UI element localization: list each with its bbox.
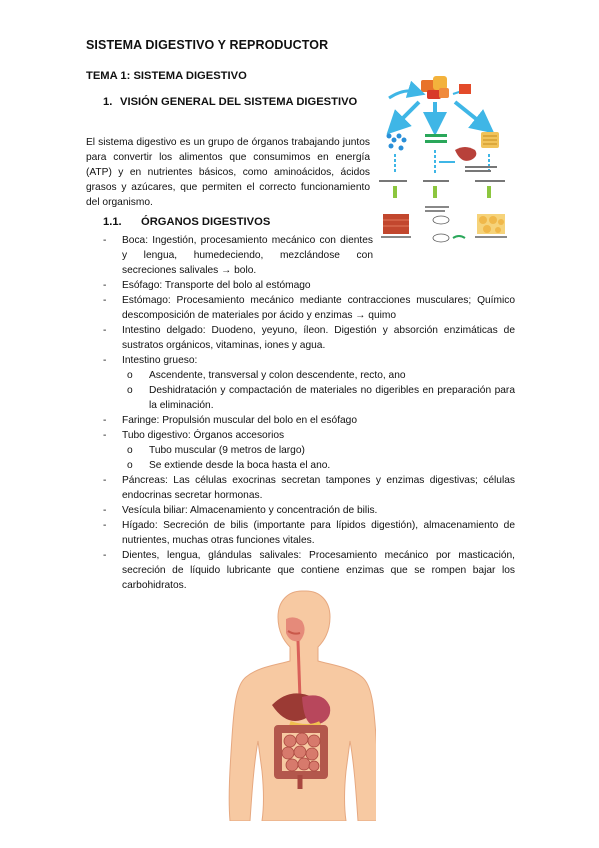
section-title: VISIÓN GENERAL DEL SISTEMA DIGESTIVO xyxy=(120,96,358,108)
list-item-text: Dientes, lengua, glándulas salivales: Procesamiento mecánico por masticación, secreción de líquido lubricante que contiene enzimas que se rompen bajar los carbohidratos. xyxy=(122,550,515,591)
list-item-higado xyxy=(103,518,515,548)
list-item-intestino-grueso xyxy=(103,353,515,368)
list-item-esofago xyxy=(103,278,515,293)
atp-icon xyxy=(433,216,465,242)
sub-bullet: o xyxy=(127,385,133,396)
list-item-text: Páncreas: Las células exocrinas secretan tampones y enzimas digestivas; células endocrinas secretar hormonas. xyxy=(122,475,515,501)
list-dash: - xyxy=(103,475,107,486)
list-dash: - xyxy=(103,280,107,291)
list-item-text: Esófago: Transporte del bolo al estómago xyxy=(122,280,311,291)
carbohydrate-chain-icon xyxy=(425,134,447,143)
section-number: 1. xyxy=(103,96,113,108)
list-item-text: Intestino delgado: Duodeno, yeyuno, íleon. Digestión y absorción enzimáticas de sustratos orgánicos, vitaminas, iones y agua. xyxy=(122,325,515,351)
list-dash: - xyxy=(103,325,107,336)
list-item-text: Hígado: Secreción de bilis (importante para lípidos digestión), almacenamiento de nutrientes, muchas otras funciones vitales. xyxy=(122,520,515,546)
list-item-tubo xyxy=(103,428,515,443)
list-dash: - xyxy=(103,235,107,246)
list-item-text: Boca: Ingestión, procesamiento mecánico con dientes y lengua, humedeciendo, mezclándose con secreciones salivales → bolo. xyxy=(122,235,373,276)
list-item-text: Faringe: Propulsión muscular del bolo en el esófago xyxy=(122,415,358,426)
list-item-dientes xyxy=(103,548,515,593)
sub-bullet: o xyxy=(127,460,133,471)
sub-item-text: Ascendente, transversal y colon descendente, recto, ano xyxy=(149,370,406,381)
muscle-tissue-icon xyxy=(383,214,409,234)
meat-icon xyxy=(459,84,471,94)
adipose-tissue-icon xyxy=(477,214,505,234)
list-item-pancreas xyxy=(103,473,515,503)
list-dash: - xyxy=(103,550,107,561)
digestive-system-illustration xyxy=(228,589,376,821)
subsection-title: ÓRGANOS DIGESTIVOS xyxy=(141,216,271,228)
food-icon xyxy=(421,76,449,99)
list-dash: - xyxy=(103,520,107,531)
lipid-icon xyxy=(481,132,499,148)
small-intestine-icon xyxy=(282,733,320,771)
list-item-text: Tubo digestivo: Órganos accesorios xyxy=(122,430,285,441)
sub-bullet: o xyxy=(127,370,133,381)
list-dash: - xyxy=(103,430,107,441)
sub-item-text: Se extiende desde la boca hasta el ano. xyxy=(149,460,331,471)
list-dash: - xyxy=(103,505,107,516)
sub-item-text: Tubo muscular (9 metros de largo) xyxy=(149,445,305,456)
sub-item xyxy=(103,443,515,458)
head-section-icon xyxy=(286,617,305,641)
sub-bullet: o xyxy=(127,445,133,456)
digestion-metabolism-diagram xyxy=(379,70,521,246)
organ-list xyxy=(103,233,515,593)
esophagus-icon xyxy=(298,641,300,699)
liver-icon xyxy=(455,147,476,161)
tema-heading: TEMA 1: SISTEMA DIGESTIVO xyxy=(86,70,247,82)
sub-item xyxy=(103,368,515,383)
list-dash: - xyxy=(103,415,107,426)
intro-paragraph: El sistema digestivo es un grupo de órganos trabajando juntos para convertir los alimentos que consumimos en energía (ATP) y en nutrientes básicos, como aminoácidos, ácidos grasos y azúcares, que permiten el correcto funcionamiento del organismo. xyxy=(86,137,370,208)
list-item-faringe xyxy=(103,413,515,428)
list-item-estomago xyxy=(103,293,515,323)
sub-item-text: Deshidratación y compactación de materiales no digeribles en preparación para la eliminación. xyxy=(149,385,515,411)
list-item-intestino-delgado xyxy=(103,323,515,353)
sub-item xyxy=(103,458,515,473)
list-item-boca xyxy=(103,233,373,278)
list-item-text: Intestino grueso: xyxy=(122,355,198,366)
protein-chain-icon xyxy=(387,134,407,151)
list-dash: - xyxy=(103,355,107,366)
subsection-number: 1.1. xyxy=(103,216,122,228)
page-title: SISTEMA DIGESTIVO Y REPRODUCTOR xyxy=(86,38,329,52)
list-item-vesicula xyxy=(103,503,515,518)
sub-item xyxy=(103,383,515,413)
list-item-text: Vesícula biliar: Almacenamiento y concentración de bilis. xyxy=(122,505,378,516)
list-dash: - xyxy=(103,295,107,306)
subsection-heading xyxy=(103,216,270,228)
list-item-text: Estómago: Procesamiento mecánico mediante contracciones musculares; Químico descomposición de materiales por ácido y enzimas → quimo xyxy=(122,295,515,321)
